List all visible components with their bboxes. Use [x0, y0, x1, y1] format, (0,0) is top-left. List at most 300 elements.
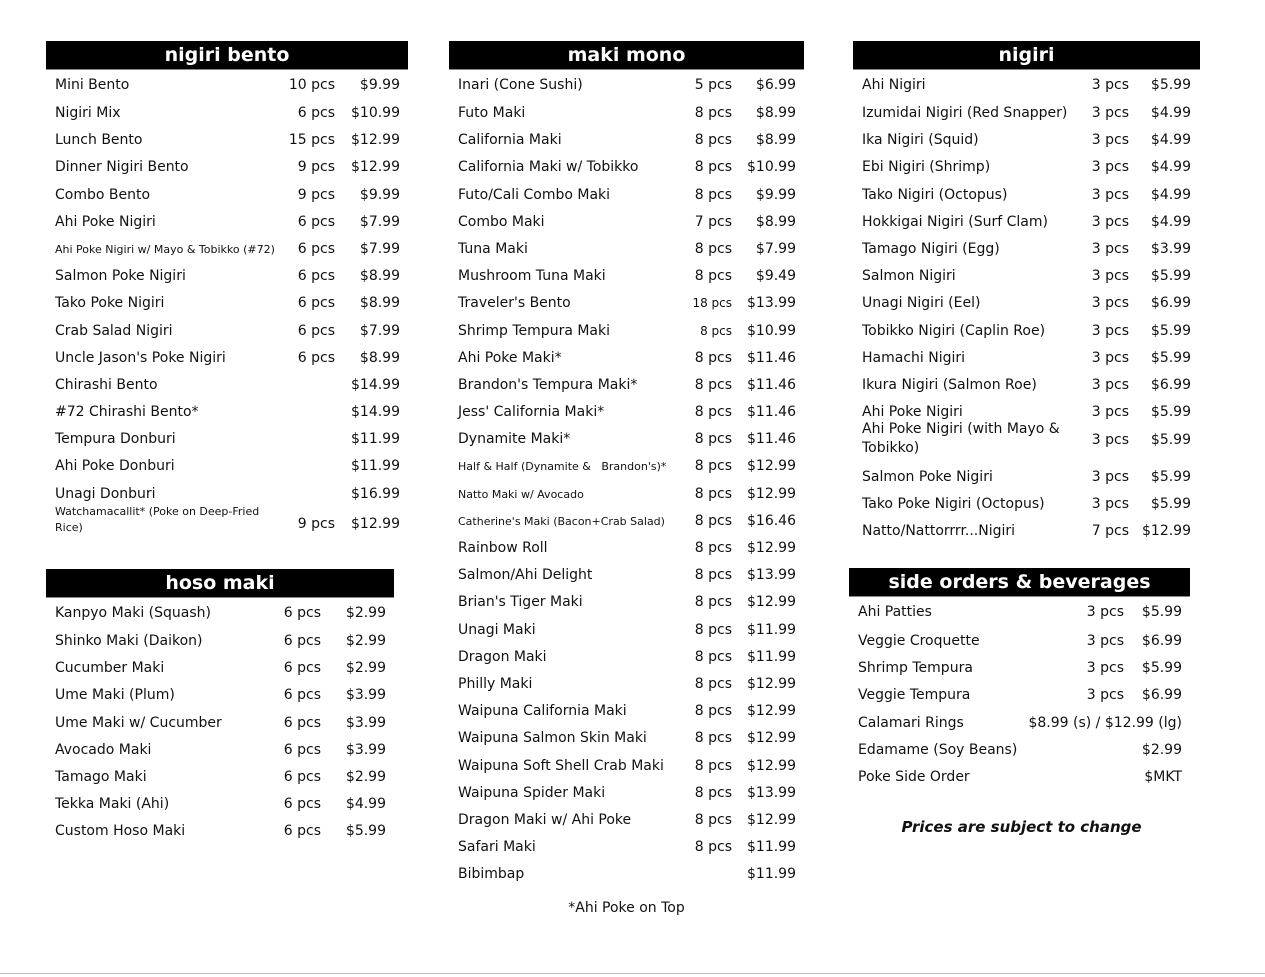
menu-item [849, 737, 1190, 764]
item-pieces: 8 pcs [694, 784, 732, 801]
menu-item [46, 764, 394, 791]
menu-item [46, 710, 394, 737]
menu-item [449, 236, 804, 263]
item-name: Veggie Tempura [858, 687, 971, 704]
item-price: $9.99 [755, 186, 796, 203]
item-pieces: 6 pcs [283, 796, 321, 813]
item-price: $13.99 [747, 567, 796, 584]
menu-item [853, 70, 1200, 100]
menu-item [449, 182, 804, 209]
maki-mono-list [449, 70, 804, 888]
item-pieces: 6 pcs [297, 349, 335, 366]
item-name: Philly Maki [458, 675, 533, 692]
item-price: $8.99 [755, 105, 796, 121]
item-price: $4.99 [1150, 213, 1191, 230]
item-name: Tobikko Nigiri (Caplin Roe) [862, 322, 1046, 339]
item-pieces: 6 pcs [297, 240, 335, 257]
item-price: $14.99 [351, 376, 400, 393]
item-price: $4.99 [1150, 186, 1191, 203]
item-name: Calamari Rings [858, 714, 964, 731]
item-name: Half & Half (Dynamite & Brandon's)* [458, 460, 667, 474]
item-pieces: 3 pcs [1091, 105, 1129, 121]
item-pieces: 6 pcs [297, 322, 335, 339]
item-price: $12.99 [1142, 523, 1191, 540]
item-name: Tako Poke Nigiri (Octopus) [862, 496, 1045, 513]
item-pieces: 8 pcs [694, 132, 732, 149]
item-pieces: 9 pcs [297, 159, 335, 176]
item-name: Waipuna Soft Shell Crab Maki [458, 757, 664, 774]
item-price: $7.99 [755, 240, 796, 257]
item-pieces: 8 pcs [694, 567, 732, 584]
maki-mono-section [449, 41, 804, 888]
item-name: Combo Bento [55, 186, 151, 203]
item-pieces: 6 pcs [283, 768, 321, 785]
item-pieces: 3 pcs [1091, 295, 1129, 312]
item-name: Ahi Poke Maki* [458, 349, 562, 366]
side-orders-section [849, 568, 1190, 791]
item-pieces: 3 pcs [1091, 322, 1129, 339]
item-price: $10.99 [351, 105, 400, 121]
item-name: Crab Salad Nigiri [55, 322, 173, 339]
item-price: $3.99 [1150, 240, 1191, 257]
item-name: Jess' California Maki* [458, 404, 605, 421]
item-pieces: 8 pcs [694, 675, 732, 692]
item-price: $11.99 [747, 866, 796, 883]
menu-item [849, 710, 1190, 737]
item-name: Catherine's Maki (Bacon+Crab Salad) [458, 514, 665, 528]
item-price: $11.46 [747, 376, 796, 393]
item-pieces: 3 pcs [1091, 268, 1129, 285]
item-name: Kanpyo Maki (Squash) [55, 605, 211, 621]
item-price: $6.99 [1141, 687, 1182, 704]
item-pieces: 6 pcs [283, 823, 321, 840]
item-pieces: 6 pcs [297, 105, 335, 121]
item-pieces: 8 pcs [694, 458, 732, 475]
item-price: $7.99 [359, 240, 400, 257]
item-pieces: 6 pcs [283, 741, 321, 758]
menu-item [46, 426, 408, 453]
item-price: $5.99 [1150, 469, 1191, 486]
item-price: $12.99 [747, 703, 796, 720]
menu-item [449, 698, 804, 725]
item-pieces: 18 pcs [692, 296, 732, 311]
item-pieces: 3 pcs [1086, 687, 1124, 704]
item-pieces: 8 pcs [694, 540, 732, 556]
item-price: $5.99 [1150, 268, 1191, 285]
item-name: Hamachi Nigiri [862, 349, 966, 366]
item-pieces: 8 pcs [694, 186, 732, 203]
item-price: $8.99 [359, 349, 400, 366]
item-price: $12.99 [747, 458, 796, 475]
item-pieces: 8 pcs [694, 485, 732, 502]
item-price: $2.99 [345, 605, 386, 621]
item-price: $7.99 [359, 213, 400, 230]
item-price: $5.99 [345, 823, 386, 840]
item-name: Ikura Nigiri (Salmon Roe) [862, 376, 1037, 393]
item-pieces: 3 pcs [1091, 77, 1129, 93]
item-price: $12.99 [747, 485, 796, 502]
item-name: Natto Maki w/ Avocado [458, 487, 584, 501]
item-pieces: 3 pcs [1091, 213, 1129, 230]
item-price: $2.99 [345, 768, 386, 785]
item-name: Natto/Nattorrrr...Nigiri [862, 523, 1016, 540]
item-name: Lunch Bento [55, 132, 143, 149]
menu-item [449, 481, 804, 508]
item-price: $8.99 [359, 268, 400, 285]
item-pieces: 8 pcs [694, 621, 732, 638]
item-name: Edamame (Soy Beans) [858, 741, 1018, 758]
item-name: Shrimp Tempura [858, 660, 973, 677]
item-pieces: 7 pcs [694, 213, 732, 230]
item-name: Ahi Poke Donburi [55, 458, 175, 475]
item-name: Nigiri Mix [55, 105, 121, 121]
menu-item [849, 655, 1190, 682]
item-name: Custom Hoso Maki [55, 823, 186, 840]
item-pieces: 8 pcs [694, 376, 732, 393]
item-price: $9.99 [359, 77, 400, 93]
item-name: Safari Maki [458, 839, 536, 856]
item-name: Poke Side Order [858, 768, 970, 785]
item-name: Uncle Jason's Poke Nigiri [55, 349, 226, 366]
item-price: $12.99 [747, 730, 796, 747]
item-name: Cucumber Maki [55, 660, 165, 677]
menu-item [449, 780, 804, 807]
item-price: $4.99 [1150, 132, 1191, 149]
item-name: Waipuna Spider Maki [458, 784, 606, 801]
item-name: Unagi Nigiri (Eel) [862, 295, 981, 312]
menu-item [449, 372, 804, 399]
item-price: $4.99 [1150, 105, 1191, 121]
menu-item [46, 737, 394, 764]
menu-item [46, 154, 408, 181]
item-pieces: 3 pcs [1086, 660, 1124, 677]
item-pieces: 6 pcs [297, 295, 335, 312]
menu-item [46, 481, 408, 505]
menu-item [46, 345, 408, 372]
nigiri-list [853, 70, 1200, 546]
item-name: Tamago Maki [55, 768, 147, 785]
menu-item [46, 127, 408, 154]
item-name: Tako Poke Nigiri [55, 295, 165, 312]
item-name: Salmon/Ahi Delight [458, 567, 593, 584]
item-name: Brandon's Tempura Maki* [458, 376, 638, 393]
item-pieces: 8 pcs [694, 512, 732, 529]
item-price: $6.99 [1150, 376, 1191, 393]
item-pieces: 3 pcs [1091, 376, 1129, 393]
item-price: $12.99 [351, 132, 400, 149]
item-pieces: 6 pcs [283, 687, 321, 704]
item-price: $11.46 [747, 404, 796, 421]
menu-item [853, 236, 1200, 263]
menu-item [449, 318, 804, 345]
item-price: $6.99 [1141, 633, 1182, 649]
menu-item [853, 372, 1200, 399]
item-name: Salmon Nigiri [862, 268, 956, 285]
menu-item [46, 100, 408, 127]
item-pieces: 6 pcs [283, 660, 321, 677]
menu-item [853, 491, 1200, 518]
item-pieces: 9 pcs [297, 186, 335, 203]
item-price: $13.99 [747, 295, 796, 312]
menu-item [449, 834, 804, 861]
menu-item [46, 655, 394, 682]
menu-item [849, 597, 1190, 628]
item-price: $12.99 [747, 594, 796, 611]
item-pieces: 3 pcs [1091, 159, 1129, 176]
item-price: $MKT [1144, 768, 1182, 785]
item-price: $7.99 [359, 322, 400, 339]
item-name: Unagi Donburi [55, 485, 156, 502]
hoso-maki-section [46, 569, 394, 846]
menu-item [449, 127, 804, 154]
item-price: $8.99 [755, 213, 796, 230]
item-name: Futo/Cali Combo Maki [458, 186, 611, 203]
menu-item [449, 725, 804, 752]
menu-item [449, 671, 804, 698]
item-pieces: 6 pcs [283, 605, 321, 621]
menu-item [449, 426, 804, 453]
item-price: $5.99 [1150, 432, 1191, 449]
item-pieces: 8 pcs [694, 431, 732, 448]
item-price: $4.99 [1150, 159, 1191, 176]
item-price: $12.99 [747, 675, 796, 692]
item-name: California Maki [458, 132, 562, 149]
item-price: $5.99 [1150, 496, 1191, 513]
menu-item [853, 345, 1200, 372]
item-pieces: 3 pcs [1091, 349, 1129, 366]
item-name: Traveler's Bento [458, 295, 571, 312]
item-pieces: 8 pcs [694, 349, 732, 366]
menu-item [853, 399, 1200, 420]
item-name: Dragon Maki w/ Ahi Poke [458, 811, 632, 828]
item-price: $12.99 [351, 159, 400, 176]
menu-item [449, 399, 804, 426]
item-pieces: 8 pcs [694, 268, 732, 285]
menu-item [449, 562, 804, 589]
item-pieces: 3 pcs [1091, 469, 1129, 486]
item-pieces: 7 pcs [1091, 523, 1129, 540]
menu-item [449, 209, 804, 236]
menu-item [46, 236, 408, 263]
item-pieces: 6 pcs [283, 714, 321, 731]
item-price: $6.99 [1150, 295, 1191, 312]
item-pieces: 8 pcs [694, 730, 732, 747]
menu-item [46, 70, 408, 100]
menu-item [46, 818, 394, 845]
item-name: Inari (Cone Sushi) [458, 77, 583, 93]
item-name: Hokkigai Nigiri (Surf Clam) [862, 213, 1048, 230]
item-name: Ahi Poke Nigiri (with Mayo & Tobikko) [862, 421, 1060, 457]
ahi-poke-footnote: *Ahi Poke on Top [568, 900, 685, 916]
item-name: Shrimp Tempura Maki [458, 322, 611, 339]
item-pieces: 3 pcs [1091, 432, 1129, 449]
menu-item [449, 508, 804, 535]
item-pieces: 3 pcs [1091, 404, 1129, 421]
item-pieces: 8 pcs [700, 323, 732, 338]
hoso-maki-list [46, 598, 394, 846]
nigiri-bento-list [46, 70, 408, 537]
item-name: Ika Nigiri (Squid) [862, 132, 979, 149]
item-price: $11.99 [351, 458, 400, 475]
item-pieces: 3 pcs [1091, 240, 1129, 257]
item-name: Waipuna California Maki [458, 703, 627, 720]
menu-item [46, 372, 408, 399]
item-pieces: 8 pcs [694, 757, 732, 774]
item-price: $3.99 [345, 741, 386, 758]
item-name: Dinner Nigiri Bento [55, 159, 189, 176]
menu-item [46, 791, 394, 818]
menu-item [449, 70, 804, 100]
menu-item [46, 453, 408, 480]
menu-item [449, 100, 804, 127]
section-header-maki-mono: maki mono [449, 41, 804, 70]
item-name: Mushroom Tuna Maki [458, 268, 606, 285]
item-name: Ahi Poke Nigiri w/ Mayo & Tobikko (#72) [55, 242, 275, 256]
item-price: $4.99 [345, 796, 386, 813]
menu-item [449, 753, 804, 780]
menu-item [46, 628, 394, 655]
item-pieces: 10 pcs [288, 77, 335, 93]
item-price: $11.99 [747, 839, 796, 856]
item-price: $10.99 [747, 322, 796, 339]
menu-item [46, 505, 408, 537]
nigiri-bento-section [46, 41, 408, 537]
item-name: Shinko Maki (Daikon) [55, 633, 203, 649]
item-price: $9.49 [755, 268, 796, 285]
item-name: Waipuna Salmon Skin Maki [458, 730, 647, 747]
item-price: $11.46 [747, 349, 796, 366]
item-name: Mini Bento [55, 77, 130, 93]
menu-item [449, 535, 804, 562]
item-price: $14.99 [351, 404, 400, 421]
item-price: $3.99 [345, 714, 386, 731]
menu-item [849, 682, 1190, 709]
item-name: Ume Maki (Plum) [55, 687, 175, 704]
item-price: $5.99 [1150, 322, 1191, 339]
menu-item [449, 861, 804, 888]
item-name: Chirashi Bento [55, 376, 158, 393]
menu-item [449, 617, 804, 644]
item-pieces: 15 pcs [288, 132, 335, 149]
item-pieces: 8 pcs [694, 105, 732, 121]
item-price: $8.99 [359, 295, 400, 312]
section-header-side-orders: side orders & beverages [849, 568, 1190, 597]
item-price: $12.99 [747, 811, 796, 828]
menu-item [853, 100, 1200, 127]
menu-item [853, 209, 1200, 236]
item-price: $9.99 [359, 186, 400, 203]
menu-item [449, 644, 804, 671]
item-price: $10.99 [747, 159, 796, 176]
item-name: Izumidai Nigiri (Red Snapper) [862, 105, 1068, 121]
item-price: $11.99 [747, 621, 796, 638]
item-name: Ebi Nigiri (Shrimp) [862, 159, 991, 176]
item-name: Ahi Poke Nigiri [862, 404, 963, 421]
menu-item [449, 263, 804, 290]
item-name: Tuna Maki [458, 240, 528, 257]
nigiri-section [853, 41, 1200, 546]
item-price: $8.99 (s) / $12.99 (lg) [1028, 714, 1182, 731]
item-pieces: 8 pcs [694, 594, 732, 611]
item-pieces: 5 pcs [694, 77, 732, 93]
price-disclaimer: Prices are subject to change [901, 818, 1142, 836]
item-pieces: 3 pcs [1091, 496, 1129, 513]
menu-item [849, 628, 1190, 655]
item-name: Salmon Poke Nigiri [55, 268, 186, 285]
item-name: Ahi Patties [858, 604, 932, 620]
menu-item [46, 182, 408, 209]
menu-item [853, 154, 1200, 181]
item-price: $5.99 [1150, 77, 1191, 93]
item-price: $2.99 [345, 633, 386, 649]
item-price: $5.99 [1150, 349, 1191, 366]
page-bottom-divider [0, 973, 1265, 974]
menu-item [46, 598, 394, 628]
item-name: Ahi Poke Nigiri [55, 213, 156, 230]
menu-item [853, 263, 1200, 290]
item-price: $12.99 [747, 757, 796, 774]
section-header-nigiri: nigiri [853, 41, 1200, 70]
item-price: $16.46 [747, 512, 796, 529]
item-price: $5.99 [1141, 660, 1182, 677]
item-name: Dynamite Maki* [458, 431, 571, 448]
menu-item [853, 127, 1200, 154]
item-name: Brian's Tiger Maki [458, 594, 583, 611]
menu-item [449, 589, 804, 616]
item-price: $3.99 [345, 687, 386, 704]
item-name: Ahi Nigiri [862, 77, 926, 93]
item-name: Salmon Poke Nigiri [862, 469, 993, 486]
item-name: Tako Nigiri (Octopus) [862, 186, 1008, 203]
item-name: Tekka Maki (Ahi) [55, 796, 170, 813]
menu-item [849, 764, 1190, 791]
item-price: $5.99 [1150, 404, 1191, 421]
item-name: #72 Chirashi Bento* [55, 404, 199, 421]
item-pieces: 3 pcs [1091, 186, 1129, 203]
item-price: $12.99 [747, 540, 796, 556]
menu-item [46, 682, 394, 709]
item-name: Combo Maki [458, 213, 545, 230]
item-pieces: 8 pcs [694, 703, 732, 720]
menu-item [449, 807, 804, 834]
item-pieces: 6 pcs [297, 268, 335, 285]
section-header-nigiri-bento: nigiri bento [46, 41, 408, 70]
item-pieces: 6 pcs [283, 633, 321, 649]
menu-item [449, 290, 804, 317]
item-name: California Maki w/ Tobikko [458, 159, 639, 176]
menu-item [46, 263, 408, 290]
menu-item [853, 464, 1200, 491]
item-name: Futo Maki [458, 105, 526, 121]
item-name: Ume Maki w/ Cucumber [55, 714, 222, 731]
item-name: Unagi Maki [458, 621, 536, 638]
item-pieces: 8 pcs [694, 404, 732, 421]
item-pieces: 6 pcs [297, 213, 335, 230]
item-price: $12.99 [351, 515, 400, 532]
item-price: $11.99 [351, 431, 400, 448]
item-name: Bibimbap [458, 866, 525, 883]
item-pieces: 8 pcs [694, 240, 732, 257]
item-price: $11.46 [747, 431, 796, 448]
menu-item [853, 518, 1200, 545]
item-name: Rainbow Roll [458, 540, 548, 556]
item-name: Watchamacallit* (Poke on Deep-Fried Rice) [55, 504, 260, 534]
item-pieces: 3 pcs [1091, 132, 1129, 149]
item-name: Tempura Donburi [55, 431, 176, 448]
item-price: $2.99 [1141, 741, 1182, 758]
side-orders-list [849, 597, 1190, 791]
menu-item [853, 420, 1200, 464]
